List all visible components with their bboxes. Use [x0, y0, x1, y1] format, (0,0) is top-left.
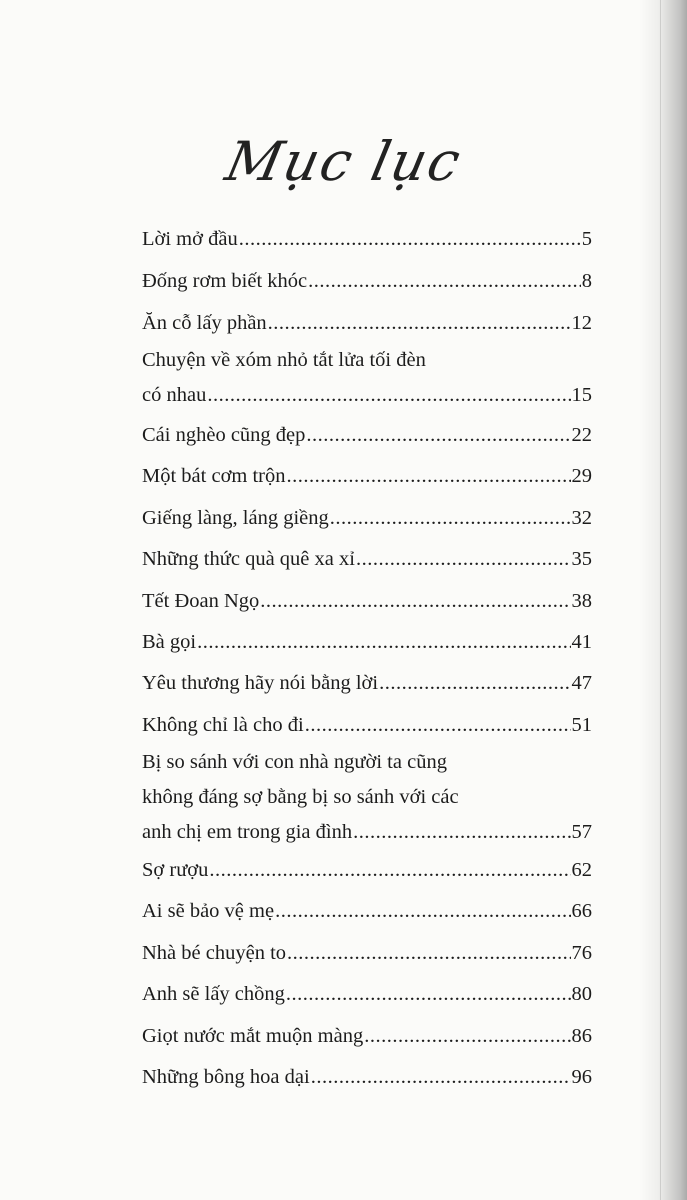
page-title: Mục lục	[219, 129, 468, 193]
toc-entry-page: 62	[571, 859, 592, 881]
toc-entry-page: 41	[571, 631, 592, 653]
toc-line	[142, 625, 592, 660]
toc-entry-page: 51	[571, 714, 592, 736]
toc-entry[interactable]	[142, 264, 592, 299]
dot-leader	[268, 306, 571, 341]
toc-line	[142, 306, 592, 341]
toc-line	[142, 936, 592, 971]
toc-entry[interactable]	[142, 459, 592, 494]
toc-entry-page: 8	[581, 270, 592, 292]
toc-entry[interactable]	[142, 418, 592, 453]
toc-line	[142, 894, 592, 929]
dot-leader	[356, 542, 571, 577]
toc-entry-page: 32	[571, 507, 592, 529]
toc-entry-title: Một bát cơm trộn	[142, 465, 286, 487]
dot-leader	[364, 1019, 570, 1054]
toc-entry-page: 86	[571, 1025, 592, 1047]
dot-leader	[197, 625, 570, 660]
toc-entry-page: 12	[571, 312, 592, 334]
toc-entry[interactable]	[142, 977, 592, 1012]
dot-leader	[311, 1060, 571, 1095]
toc-entry-page: 47	[571, 672, 592, 694]
toc-entry-page: 35	[571, 548, 592, 570]
toc-entry-page: 96	[571, 1066, 592, 1088]
toc-entry-title: Những bông hoa dại	[142, 1066, 310, 1088]
dot-leader	[287, 936, 570, 971]
toc-entry-page: 57	[571, 821, 592, 843]
toc-line	[142, 542, 592, 577]
toc-entry-title: Cái nghèo cũng đẹp	[142, 424, 306, 446]
toc-entry-page: 38	[571, 590, 592, 612]
toc-entry-page: 76	[571, 942, 592, 964]
toc-entry-title-line: không đáng sợ bằng bị so sánh với các	[142, 786, 459, 808]
toc-line	[142, 501, 592, 536]
toc-line	[142, 222, 592, 257]
toc-entry-title: Giếng làng, láng giềng	[142, 507, 329, 529]
toc-line	[142, 1019, 592, 1054]
toc-line	[142, 666, 592, 701]
toc-entry-title: Tết Đoan Ngọ	[142, 590, 260, 612]
toc-entry-title: Yêu thương hãy nói bằng lời	[142, 672, 379, 694]
toc-entry-page: 22	[571, 424, 592, 446]
toc-line	[142, 977, 592, 1012]
toc-entry-title: Anh sẽ lấy chồng	[142, 983, 285, 1005]
dot-leader	[209, 853, 570, 888]
toc-entry-title: Không chỉ là cho đi	[142, 714, 304, 736]
toc-entry-page: 15	[571, 384, 592, 406]
dot-leader	[239, 222, 581, 257]
toc-entry-title: có nhau	[142, 384, 207, 406]
toc-entry[interactable]	[142, 745, 592, 850]
toc-entry-page: 66	[571, 900, 592, 922]
toc-line	[142, 264, 592, 299]
toc-line	[142, 1060, 592, 1095]
toc-entry-title: Lời mở đầu	[142, 228, 238, 250]
toc-entry[interactable]	[142, 666, 592, 701]
title-block	[0, 118, 687, 204]
toc-entry[interactable]	[142, 1019, 592, 1054]
toc-entry[interactable]	[142, 222, 592, 257]
toc-entry[interactable]	[142, 1060, 592, 1095]
toc-entry-title: Sợ rượu	[142, 859, 209, 881]
dot-leader	[379, 666, 570, 701]
toc-entry[interactable]	[142, 542, 592, 577]
toc-line	[142, 853, 592, 888]
toc-entry-title: Ăn cỗ lấy phần	[142, 312, 267, 334]
dot-leader	[305, 708, 571, 743]
toc-entry[interactable]	[142, 708, 592, 743]
toc-line	[142, 815, 592, 850]
toc-entry-title-line: Chuyện về xóm nhỏ tắt lửa tối đèn	[142, 349, 426, 371]
dot-leader	[207, 378, 570, 413]
toc-entry-title: Những thức quà quê xa xỉ	[142, 548, 355, 570]
toc-line	[142, 418, 592, 453]
toc-entry[interactable]	[142, 936, 592, 971]
toc-line	[142, 708, 592, 743]
toc-entry-page: 5	[581, 228, 592, 250]
toc-entry[interactable]	[142, 343, 592, 413]
toc-entry[interactable]	[142, 584, 592, 619]
dot-leader	[287, 459, 571, 494]
toc-entry-title: anh chị em trong gia đình	[142, 821, 353, 843]
toc-entry-title: Bà gọi	[142, 631, 197, 653]
toc-entry-title: Nhà bé chuyện to	[142, 942, 287, 964]
dot-leader	[330, 501, 571, 536]
toc-entry-title: Đống rơm biết khóc	[142, 270, 308, 292]
toc-line	[142, 459, 592, 494]
dot-leader	[306, 418, 570, 453]
toc-line	[142, 584, 592, 619]
toc-entry-title-line: Bị so sánh với con nhà người ta cũng	[142, 751, 447, 773]
toc-entry-title: Giọt nước mắt muộn màng	[142, 1025, 364, 1047]
toc-entry[interactable]	[142, 306, 592, 341]
toc-entry[interactable]	[142, 853, 592, 888]
dot-leader	[275, 894, 570, 929]
toc-entry-title: Ai sẽ bảo vệ mẹ	[142, 900, 275, 922]
dot-leader	[353, 815, 570, 850]
toc-entry[interactable]	[142, 894, 592, 929]
toc-entry[interactable]	[142, 625, 592, 660]
dot-leader	[260, 584, 570, 619]
toc-entry[interactable]	[142, 501, 592, 536]
toc-entry-page: 29	[571, 465, 592, 487]
dot-leader	[308, 264, 581, 299]
toc-entry-page: 80	[571, 983, 592, 1005]
toc-line	[142, 378, 592, 413]
dot-leader	[286, 977, 571, 1012]
